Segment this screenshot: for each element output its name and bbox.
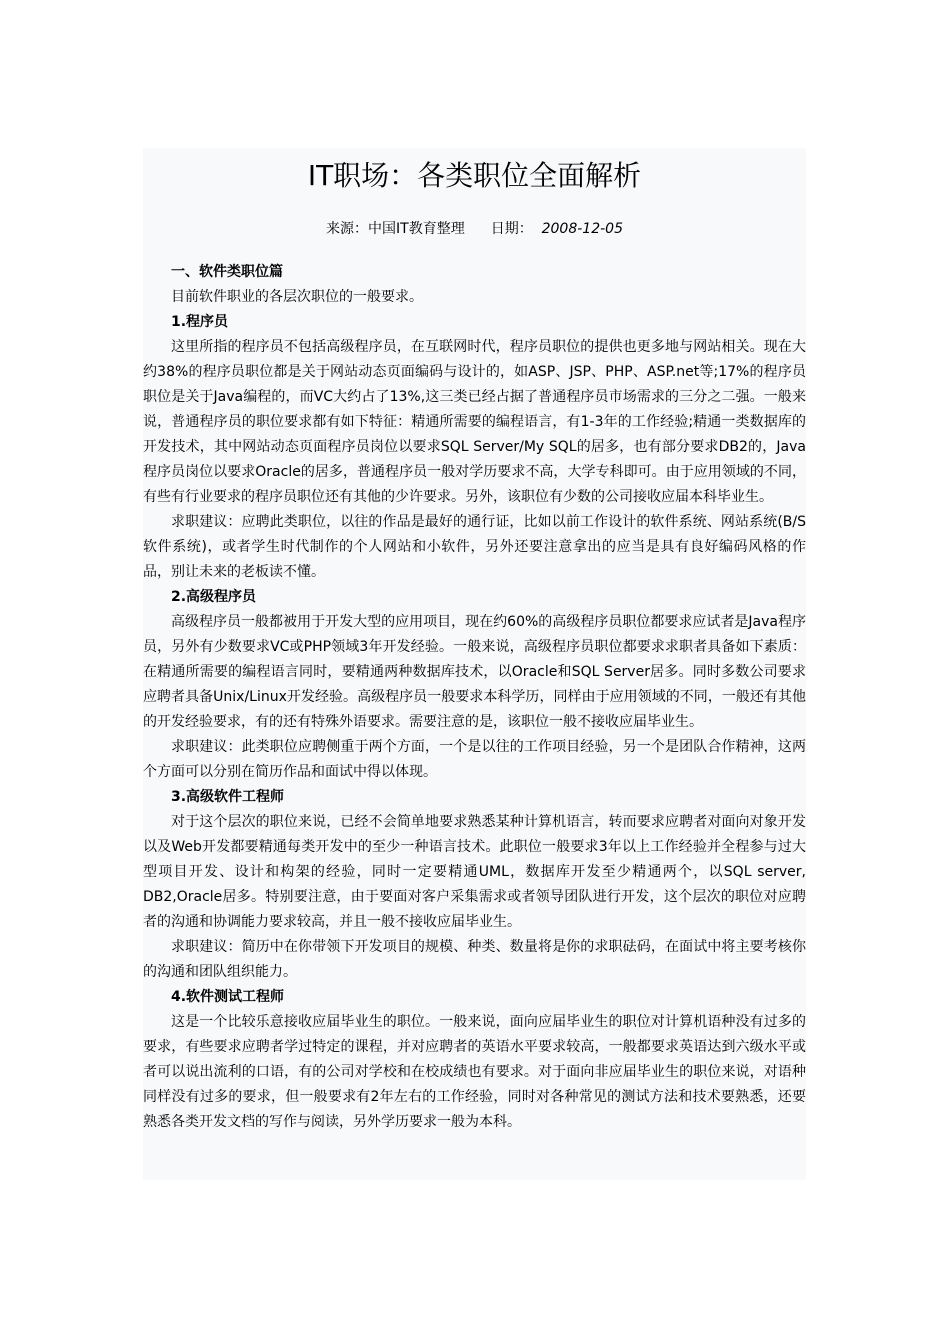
publish-date: 2008-12-05 <box>541 221 623 237</box>
body-paragraph: 求职建议：此类职位应聘侧重于两个方面，一个是以往的工作项目经验，另一个是团队合作精神，这两个方面可以分别在简历作品和面试中得以体现。 <box>143 739 806 780</box>
body-paragraph: 高级程序员一般都被用于开发大型的应用项目，现在约60%的高级程序员职位都要求应试者是Java程序员，另外有少数要求VC或PHP领域3年开发经验。一般来说，高级程序员职位都要求求职者具备如下素质：在精通所需要的编程语言同时，要精通两种数据库技术，以Oracle和SQL Server居多。同时多数公司要求应聘者具备Unix/Linux开发经验。高级程序员一般要求本科学历，同样由于应用领域的不同，一般还有其他的开发经验要求，有的还有特殊外语要求。需要注意的是，该职位一般不接收应届毕业生。 <box>143 614 806 730</box>
body-paragraph: 对于这个层次的职位来说，已经不会简单地要求熟悉某种计算机语言，转而要求应聘者对面向对象开发以及Web开发都要精通每类开发中的至少一种语言技术。此职位一般要求3年以上工作经验并全程参与过大型项目开发、设计和构架的经验，同时一定要精通UML，数据库开发至少精通两个，以SQL server, DB2,Oracle居多。特别要注意，由于要面对客户采集需求或者领导团队进行开发，这个层次的职位对应聘者的沟通和协调能力要求较高，并且一般不接收应届毕业生。 <box>143 814 806 930</box>
section-heading: 3.高级软件工程师 <box>171 789 285 805</box>
section-heading: 一、软件类职位篇 <box>171 264 283 280</box>
article-panel <box>143 148 806 1180</box>
source-label: 来源：中国IT教育整理 <box>326 221 465 237</box>
section-heading: 2.高级程序员 <box>171 589 257 605</box>
body-paragraph: 求职建议：应聘此类职位，以往的作品是最好的通行证，比如以前工作设计的软件系统、网站系统(B/S软件系统)，或者学生时代制作的个人网站和小软件，另外还要注意拿出的应当是具有良好编码风格的作品，别让未来的老板读不懂。 <box>143 514 806 580</box>
body-paragraph: 这里所指的程序员不包括高级程序员，在互联网时代，程序员职位的提供也更多地与网站相关。现在大约38%的程序员职位都是关于网站动态页面编码与设计的，如ASP、JSP、PHP、ASP.net等;17%的程序员职位是关于Java编程的，而VC大约占了13%,这三类已经占据了普通程序员市场需求的三分之二强。一般来说，普通程序员的职位要求都有如下特征：精通所需要的编程语言，有1-3年的工作经验;精通一类数据库的开发技术，其中网站动态页面程序员岗位以要求SQL Server/My SQL的居多，也有部分要求DB2的，Java程序员岗位以要求Oracle的居多，普通程序员一般对学历要求不高，大学专科即可。由于应用领域的不同，有些有行业要求的程序员职位还有其他的少许要求。另外，该职位有少数的公司接收应届本科毕业生。 <box>143 339 806 505</box>
body-paragraph: 这是一个比较乐意接收应届毕业生的职位。一般来说，面向应届毕业生的职位对计算机语种没有过多的要求，有些要求应聘者学过特定的课程，并对应聘者的英语水平要求较高，一般都要求英语达到六级水平或者可以说出流利的口语，有的公司对学校和在校成绩也有要求。对于面向非应届毕业生的职位来说，对语种同样没有过多的要求，但一般要求有2年左右的工作经验，同时对各种常见的测试方法和技术要熟悉，还要熟悉各类开发文档的写作与阅读，另外学历要求一般为本科。 <box>143 1014 806 1130</box>
article-meta <box>143 218 806 240</box>
section-heading: 1.程序员 <box>171 314 229 330</box>
page-title: IT职场：各类职位全面解析 <box>307 159 642 192</box>
body-paragraph: 目前软件职业的各层次职位的一般要求。 <box>171 289 423 305</box>
article-body <box>143 260 806 1135</box>
date-label: 日期： <box>490 221 533 237</box>
body-paragraph: 求职建议：简历中在你带领下开发项目的规模、种类、数量将是你的求职砝码，在面试中将主要考核你的沟通和团队组织能力。 <box>143 939 806 980</box>
section-heading: 4.软件测试工程师 <box>171 989 285 1005</box>
